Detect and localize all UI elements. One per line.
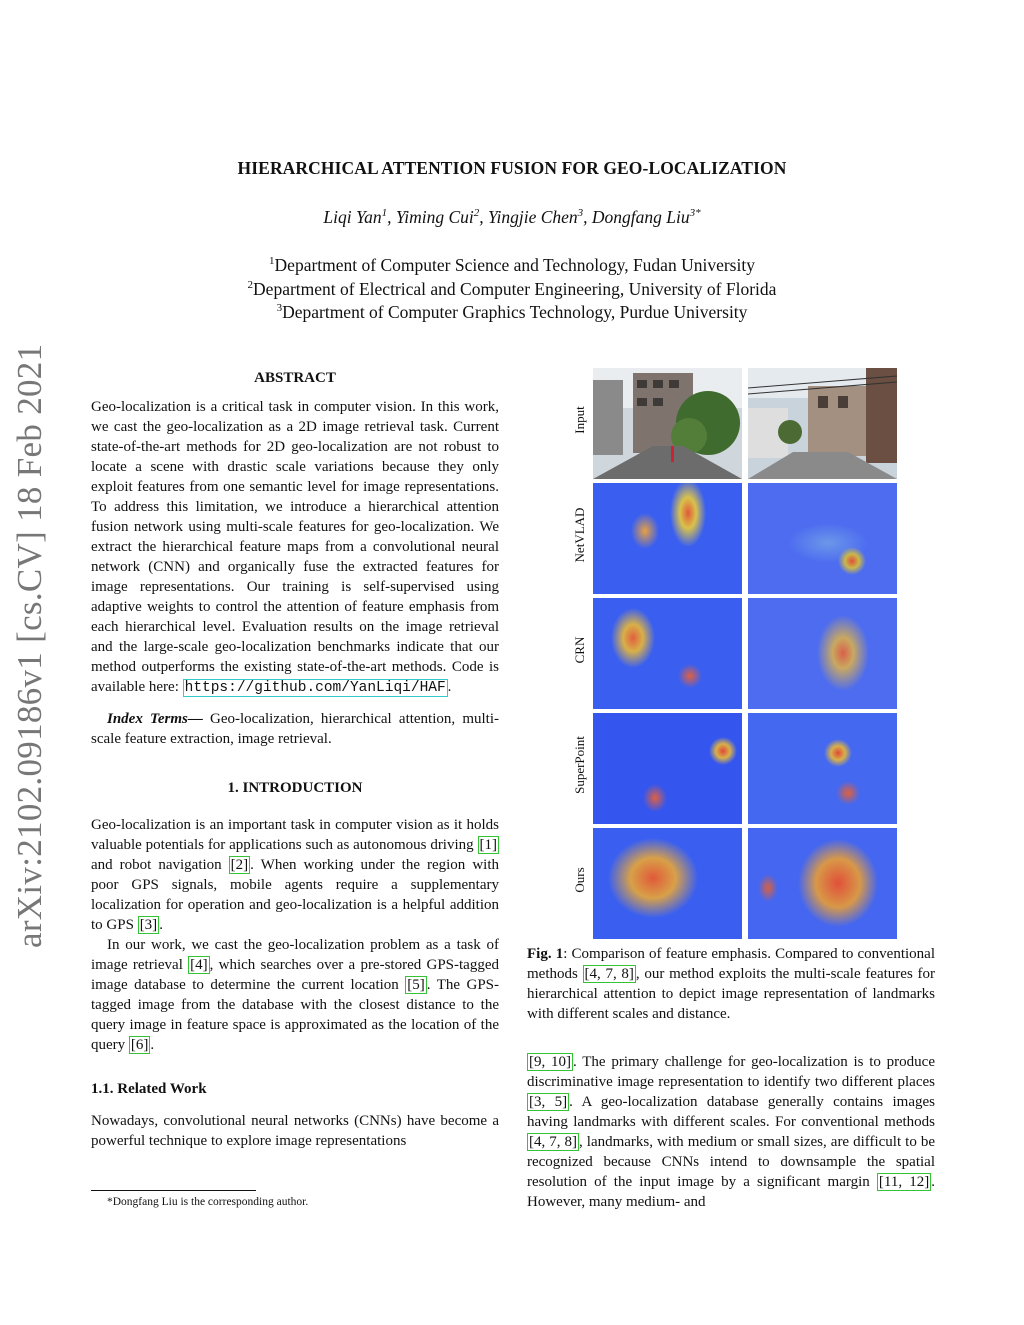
index-terms: Index Terms— Geo-localization, hierarchical attention, multi-scale feature extraction, image retrieval. xyxy=(91,711,500,747)
author-list: Liqi Yan$^1$, Yiming Cui$^2$, Yingjie Chen$^3$, Dongfang Liu$^{3*}$ xyxy=(323,207,701,227)
paper-title: HIERARCHICAL ATTENTION FUSION FOR GEO-LOCALIZATION xyxy=(237,158,787,178)
citation[interactable]: [6] xyxy=(130,1037,149,1053)
input-image-left xyxy=(593,368,742,479)
intro-paragraph-1: Geo-localization is an important task in computer vision as it holds valuable potentials for applications such as autonomous driving [1] and robot navigation [2] . When working under the region with poor GPS signals, mobile agents require a supplementary localization for operation and geo-localization is a helpful addition to GPS [3] . xyxy=(91,817,499,933)
crn-heatmap-left xyxy=(593,598,742,709)
row-label: Input xyxy=(572,406,587,434)
row-label: Ours xyxy=(572,867,587,893)
netvlad-heatmap-left xyxy=(593,483,742,594)
ours-heatmap-left xyxy=(593,828,742,939)
netvlad-heatmap-right xyxy=(748,483,897,594)
citation[interactable]: [4] xyxy=(190,957,208,973)
footnote: *Dongfang Liu is the corresponding author. xyxy=(107,1196,309,1208)
affiliation: $^2$Department of Electrical and Computer Engineering, University of Florida xyxy=(247,279,777,299)
author: Yingjie Chen xyxy=(488,207,578,227)
ours-heatmap-right xyxy=(748,828,897,939)
arxiv-stamp: arXiv:2102.09186v1 [cs.CV] 18 Feb 2021 xyxy=(10,343,49,948)
input-image-right xyxy=(748,368,897,479)
right-column-text: [9, 10] . The primary challenge for geo-localization is to produce discriminative image representation to identify two different places [3, 5] . A geo-localization database generally contains images having landmarks with different scales. For conventional methods [4, 7, 8] , landmarks, with medium or small sizes, are difficult to be recognized because CNNs intend to downsample the spatial resolution of the input image by a significant margin [11, 12] . However, many medium- and xyxy=(527,1054,935,1210)
citation[interactable]: [3, 5] xyxy=(529,1094,568,1110)
citation[interactable]: [3] xyxy=(139,917,158,933)
affiliation: $^3$Department of Computer Graphics Technology, Purdue University xyxy=(276,302,748,322)
citation[interactable]: [11, 12] xyxy=(878,1174,930,1190)
intro-heading: 1. INTRODUCTION xyxy=(227,780,363,796)
citation[interactable]: [9, 10] xyxy=(529,1054,572,1070)
citation[interactable]: [1] xyxy=(479,837,497,853)
abstract-body: Geo-localization is a critical task in computer vision. In this work, we cast the geo-localization as a 2D image retrieval task. Current state-of-the-art methods for 2D geo-localization are not robust to locate a scene with drastic scale variations because they only exploit features from one semantic level for image representations. To address this limitation, we introduce a hierarchical attention fusion network using multi-scale features for geo-localization. We extract the hierarchical feature maps from a convolutional neural network (CNN) and organically fuse the extracted features for image representations. Our training is self-supervised using adaptive weights to control the attention of feature emphasis from each hierarchical level. Evaluation results on the image retrieval and the large-scale geo-localization benchmarks indicate that our method outperforms the existing state-of-the-art methods. Code is available here: https://github.com/YanLiqi/HAF . xyxy=(91,399,499,696)
superpoint-heatmap-left xyxy=(593,713,742,824)
figure-1 xyxy=(567,366,907,893)
citation[interactable]: [4, 7, 8] xyxy=(529,1134,578,1150)
author: Dongfang Liu xyxy=(591,207,690,227)
citation[interactable]: [2] xyxy=(230,857,249,873)
row-label: CRN xyxy=(572,636,587,664)
code-link[interactable]: https://github.com/YanLiqi/HAF xyxy=(184,680,446,696)
citation[interactable]: [5] xyxy=(407,977,425,993)
citation[interactable]: [4, 7, 8] xyxy=(584,966,634,982)
affiliation: $^1$Department of Computer Science and Technology, Fudan University xyxy=(269,255,755,275)
left-column xyxy=(91,368,499,1151)
related-work-heading: 1.1. Related Work xyxy=(91,1081,207,1097)
intro-paragraph-2: In our work, we cast the geo-localization problem as a task of image retrieval [4] , which searches over a pre-stored GPS-tagged image database to determine the current location [5] . The GPS-tagged image from the database with the closest distance to the query image in feature space is approximated as the location of the query [6] . xyxy=(91,937,499,1053)
superpoint-heatmap-right xyxy=(748,713,897,824)
row-label: NetVLAD xyxy=(572,507,587,563)
footnote-rule xyxy=(91,1190,256,1191)
row-label: SuperPoint xyxy=(572,736,587,794)
abstract-heading: ABSTRACT xyxy=(254,370,336,386)
author: Liqi Yan xyxy=(323,207,382,227)
author: Yiming Cui xyxy=(395,207,474,227)
crn-heatmap-right xyxy=(748,598,897,709)
related-work-body: Nowadays, convolutional neural networks (CNNs) have become a powerful technique to explore image representations xyxy=(91,1113,499,1149)
figure-caption: Fig. 1: Comparison of feature emphasis. Compared to conventional methods [4, 7, 8] , our method exploits the multi-scale features for hierarchical attention to depict image representation of landmarks with different scales and distance. xyxy=(527,946,935,1022)
